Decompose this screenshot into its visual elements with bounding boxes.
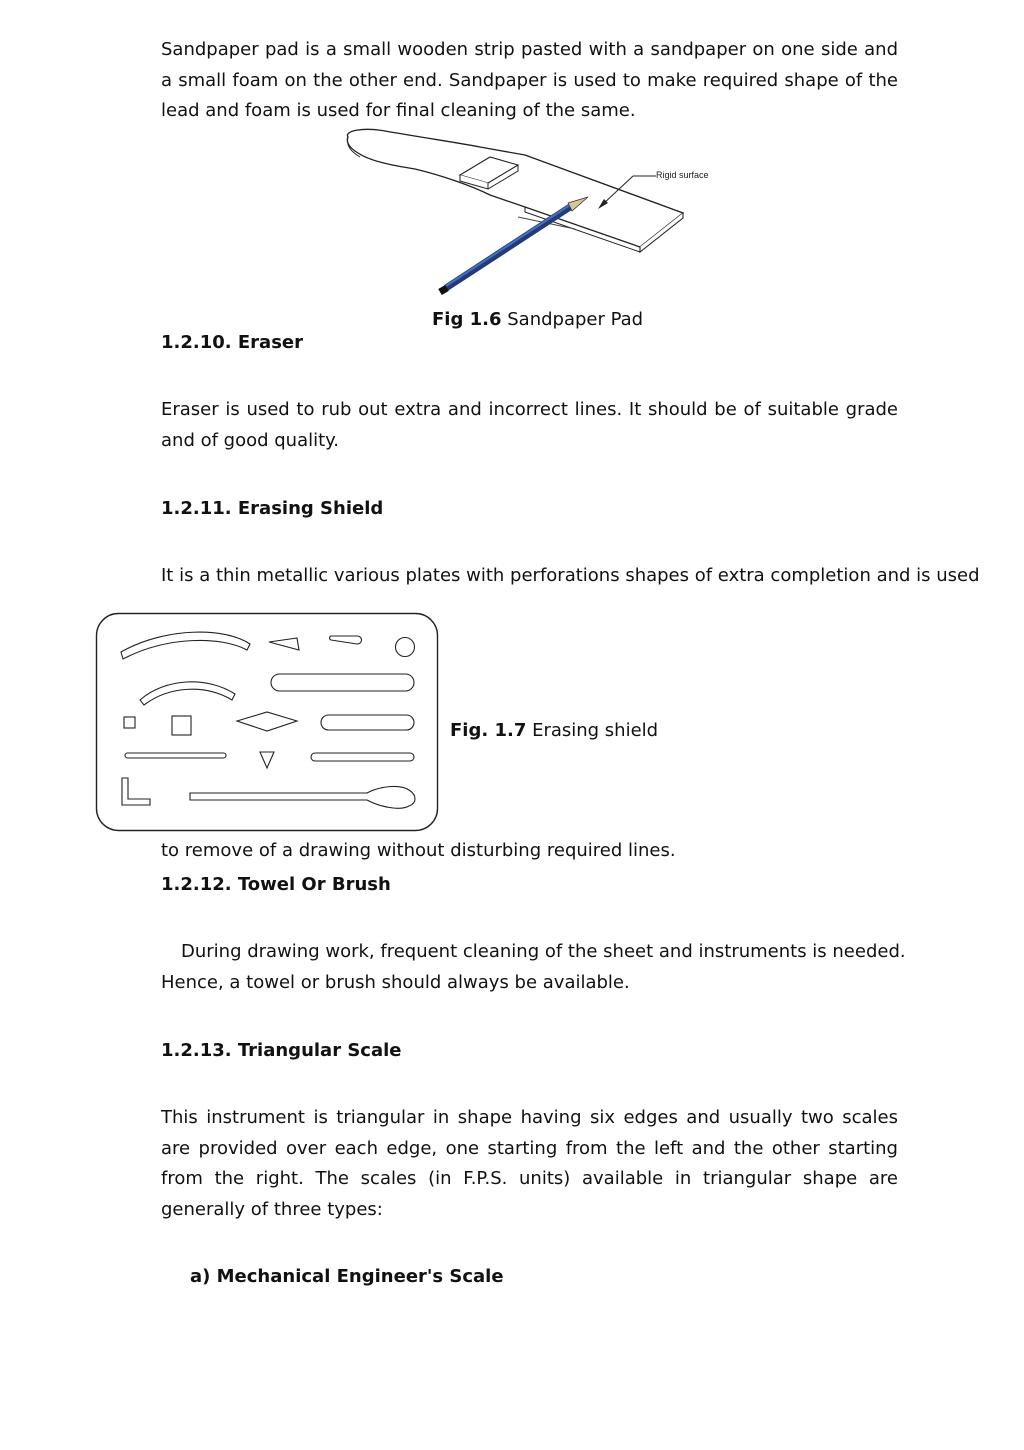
- callout-label: Rigid surface: [656, 170, 709, 180]
- fig16-caption: [432, 305, 643, 336]
- triangular-scale-paragraph: This instrument is triangular in shape having six edges and usually two scales are provided over each edge, one starting from the left and the other starting from the right. The scales (in F.P.S. units) available in triangular shape are generally of three types:: [161, 1107, 898, 1220]
- shield-plate: [97, 614, 438, 831]
- shield-paragraph-start: It is a thin metallic various plates with perforations shapes of extra completion and is used: [161, 565, 980, 586]
- fig16-caption-text: Sandpaper Pad: [501, 309, 644, 330]
- pencil-icon: [440, 197, 588, 292]
- heading-towel-brush: 1.2.12. Towel Or Brush: [161, 874, 391, 895]
- fig17-caption-text: Erasing shield: [526, 720, 659, 741]
- subheading-mechanical-scale: a) Mechanical Engineer's Scale: [190, 1266, 504, 1287]
- heading-erasing-shield: 1.2.11. Erasing Shield: [161, 498, 384, 519]
- erasing-shield-figure: [95, 612, 440, 834]
- sandpaper-pad-figure: [340, 125, 730, 300]
- pad-handle-outline: [347, 129, 683, 247]
- heading-triangular-scale: 1.2.13. Triangular Scale: [161, 1040, 402, 1061]
- eraser-paragraph: Eraser is used to rub out extra and incorrect lines. It should be of suitable grade and of good quality.: [161, 399, 898, 451]
- fig16-label: Fig 1.6: [432, 309, 502, 330]
- heading-eraser: 1.2.10. Eraser: [161, 332, 303, 353]
- fig17-label: Fig. 1.7: [450, 720, 527, 741]
- fig17-caption: [450, 716, 658, 747]
- intro-paragraph: Sandpaper pad is a small wooden strip pasted with a sandpaper on one side and a small foam on the other end. Sandpaper is used to make required shape of the lead and foam is used for final cleaning of the same.: [161, 39, 898, 121]
- towel-paragraph: During drawing work, frequent cleaning of the sheet and instruments is needed. Hence, a towel or brush should always be available.: [161, 941, 906, 993]
- shield-paragraph-end: to remove of a drawing without disturbing required lines.: [161, 840, 676, 861]
